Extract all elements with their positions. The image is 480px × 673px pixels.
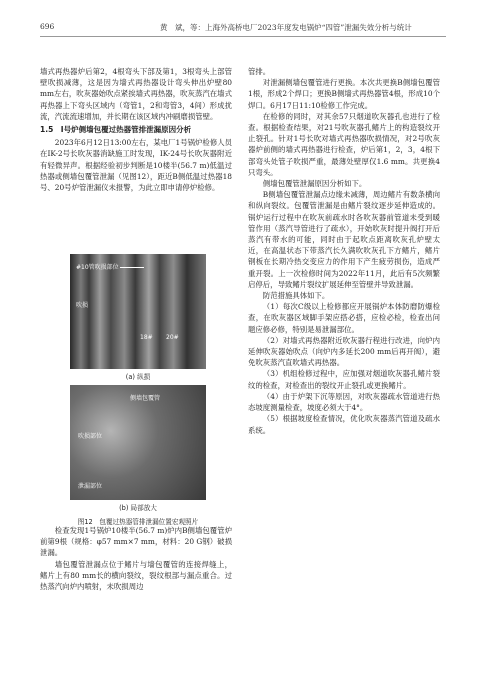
right-paragraph-4: 侧墙包覆管泄漏原因分析如下。	[262, 179, 367, 189]
right-paragraph-9: （3）机组检修过程中，应加强对烟道吹灰器孔鳍片裂纹的检查，对检查出的裂纹开止裂孔或更换鳍片。	[248, 369, 440, 390]
photo-longitudinal	[70, 254, 206, 369]
annotation-a-3: 18#	[140, 334, 153, 341]
right-column	[248, 66, 440, 436]
page-header	[40, 18, 446, 37]
left-bottom-text	[40, 525, 232, 592]
left-bottom-paragraph-1: 检查发现1号锅炉10楼半(56.7 m)炉内B侧墙包覆管炉前第9根（规格：φ57 mm×7 mm，材料：20 G钢）破损泄漏。	[40, 526, 232, 558]
annotation-a-1: #10管吹损部位	[76, 264, 119, 271]
page-number: 696	[40, 22, 55, 31]
right-paragraph-2: 对泄漏侧墙包覆管进行更换。本次共更换B侧墙包覆管1根，形成2个焊口；更换B侧墙式再热器管4根，形成10个焊口。6月17日11:10检修工作完成。	[248, 78, 440, 110]
figure-caption: 图12 包覆过热器管排泄漏位置宏观照片	[77, 518, 199, 526]
annotation-b-3: 泄漏部位	[78, 483, 103, 490]
right-paragraph-7: （1）每次C级以上检修都应开展锅炉本体防磨防爆检查，在吹灰器区域脚手架应搭必搭，应检必检，检查出问题应修必修，特别是易泄漏部位。	[248, 302, 440, 334]
running-title: 黄 斌，等：上海外高桥电厂2023年度发电锅炉“四管”泄漏失效分析与统计	[160, 23, 412, 32]
left-column	[40, 66, 232, 193]
annotation-b-1: 侧墙包覆管	[130, 395, 161, 402]
subcaption-b: (b) 局部放大	[119, 504, 157, 512]
right-paragraph-1: 管排。	[248, 67, 271, 76]
right-paragraph-5: B侧墙包覆管泄漏点边缘未减薄，周边鳍片有数条横向和纵向裂纹。包覆管泄漏是由鳍片裂纹逐步延伸造成的。锅炉运行过程中在吹灰前疏水时各吹灰器前管道未受到暖管作用（蒸汽导管进行了疏水），开始吹灰时提升阀打开后蒸汽有带水的可能，同时由于起吹点距离吹灰孔炉壁太近，在高温状态下带蒸汽长久满吹吹灰孔下方鳍片，鳍片钢板在长期冷热交变应力的作用下产生疲劳损伤，造成严重开裂。上一次检修时间为2022年11月，此后有5次频繁启停后，导致鳍片裂纹扩展延伸至管壁并导致泄漏。	[248, 190, 440, 289]
right-paragraph-6: 防范措施具体如下。	[262, 291, 330, 301]
right-paragraph-3: 在检修的同时，对其余57只烟道吹灰器孔也进行了检查。根据检查结果，对21号吹灰器孔鳍片上的构造裂纹开止裂孔。针对1号长吹对墙式再热器吹损情况，对2号吹灰器炉前侧的墙式再热器进行检查，炉后第1，2，3，4根下部弯头处管子吹损严重，最薄处壁厚仅1.6 mm。共更换4只弯头。	[248, 111, 440, 177]
arrow-a-1	[120, 267, 144, 268]
left-bottom-paragraph-2: 墙包覆管泄漏点位于鳍片与墙包覆管的连接焊缝上，鳍片上有80 mm长的横向裂纹，裂纹根部与漏点重合。过热蒸汽向炉内喷射，未吹损周边	[40, 559, 232, 592]
annotation-a-4: 20#	[166, 334, 179, 341]
figure-12	[58, 254, 218, 526]
right-paragraph-8: （2）对墙式再热器附近吹灰器行程进行改进，向炉内延伸吹灰器始吹点（向炉内多延长200 mm后再开阀），避免吹灰蒸汽直吹墙式再热器。	[248, 335, 440, 368]
photo-detail	[70, 385, 206, 500]
left-section-paragraph-1: 2023年6月12日13:00左右，某电厂1号锅炉检修人员在IK-2号长吹灰器消缺施工时发现，IK-24号长吹灰器附近有轻微异声。根据经验初步判断是10楼半(56.7 m)低温过热器或侧墙包覆管泄漏（见图12），距近B侧低温过热器18号、20号炉管泄漏仪未报警，为此立即申请停炉检修。	[40, 138, 232, 193]
annotation-a-2: 吹损	[76, 302, 89, 309]
right-paragraph-10: （4）由于炉架下沉等原因，对吹灰器疏水管道进行热态坡度测量检查，坡度必须大于4°。	[248, 391, 440, 413]
subcaption-a: (a) 纵损	[125, 373, 151, 381]
annotation-b-2: 吹损部位	[78, 433, 103, 440]
left-paragraph-1: 墙式再热器炉后第2，4根弯头下部及第1，3根弯头上部管壁吹损减薄，这是因为墙式再热器设计弯头伸出炉壁80 mm左右，吹灰器始吹点紧挨墙式再热器，吹灰蒸汽在墙式再热器上下弯头区域内（弯管1，2和弯管3，4间）形成扰流，汽流流速增加，并长期在该区域内冲刷磨损管壁。	[40, 67, 232, 121]
right-paragraph-11: （5）根据坡度检查情况，优化吹灰器蒸汽管道及疏水系统。	[248, 414, 440, 435]
section-title: 1.5 I号炉侧墙包覆过热器管排泄漏原因分析	[40, 125, 192, 135]
